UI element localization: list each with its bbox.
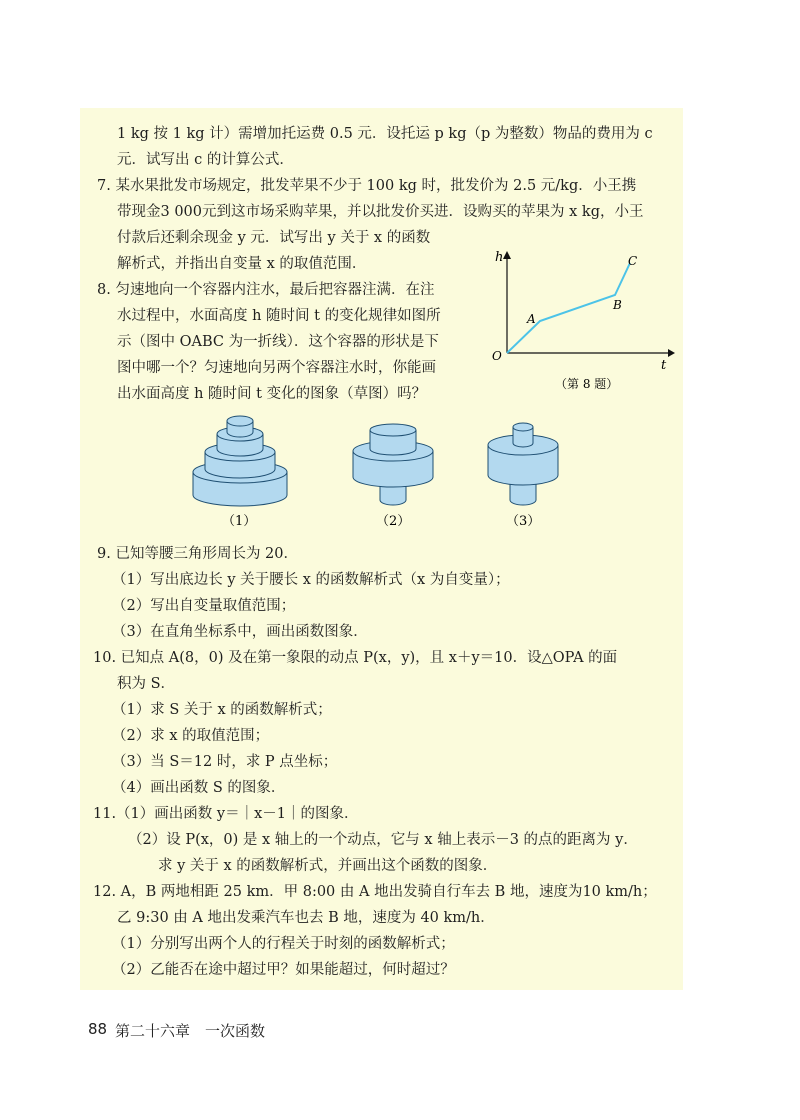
graph-caption: （第 8 题） [555,377,619,391]
text-line: 图中哪一个？匀速地向另两个容器注水时，你能画 [117,360,436,376]
point-b-label: B [613,298,622,312]
text-line: 带现金3 000元到这市场采购苹果，并以批发价买进．设购买的苹果为 x kg，小王 [117,204,644,220]
problem-9-line: 9. 已知等腰三角形周长为 20． [97,546,299,562]
problem-10-line: 10. 已知点 A(8，0) 及在第一象限的动点 P(x，y)，且 x＋y＝10．设△OPA 的面 [93,650,618,666]
container-1-label: （1） [222,514,257,529]
text-line: （3）当 S＝12 时，求 P 点坐标； [112,754,338,770]
text-line: 1 kg 按 1 kg 计）需增加托运费 0.5 元．设托运 p kg（p 为整数）物品的费用为 c [117,126,653,142]
origin-label: O [492,349,502,363]
text-line: （2）乙能否在途中超过甲？如果能超过，何时超过？ [112,962,455,978]
container-1 [193,416,287,506]
text-line: （1）分别写出两个人的行程关于时刻的函数解析式； [112,936,455,952]
problem-7-line: 7. 某水果批发市场规定，批发苹果不少于 100 kg 时，批发价为 2.5 元/kg．小王携 [97,178,637,194]
oabc-polyline [507,263,630,353]
container-2 [353,424,433,505]
h-axis-arrow-icon [503,251,511,259]
container-3-label: （3） [506,514,541,529]
text-line: （1）求 S 关于 x 的函数解析式； [112,702,332,718]
text-line: 元．试写出 c 的计算公式． [117,152,294,168]
text-line: 积为 S． [117,676,176,692]
text-line: 出水面高度 h 随时间 t 变化的图象（草图）吗？ [117,386,427,402]
problem-12-line: 12. A，B 两地相距 25 km．甲 8:00 由 A 地出发骑自行车去 B 地，速度为10 km/h； [93,884,657,900]
problem-11-line: 11.（1）画出函数 y＝｜x－1｜的图象． [93,806,359,822]
text-line: 付款后还剩余现金 y 元．试写出 y 关于 x 的函数 [117,230,431,246]
container-2-label: （2） [376,514,411,529]
text-line: （3）在直角坐标系中，画出函数图象． [112,624,368,640]
t-axis-label: t [661,358,667,373]
container-3 [488,423,558,505]
t-axis-arrow-icon [668,349,675,357]
text-line: 解析式，并指出自变量 x 的取值范围． [117,256,367,272]
text-line: （2）写出自变量取值范围； [112,598,296,614]
text-line: 示（图中 OABC 为一折线）．这个容器的形状是下 [117,334,439,350]
chapter-title: 第二十六章 一次函数 [115,1022,266,1040]
point-c-label: C [628,254,638,268]
containers-figure [180,405,580,535]
text-line: （4）画出函数 S 的图象． [112,780,286,796]
problem-8-line: 8. 匀速地向一个容器内注水，最后把容器注满．在注 [97,282,435,298]
text-line: 乙 9:30 由 A 地出发乘汽车也去 B 地，速度为 40 km/h． [117,910,495,926]
text-line: （2）设 P(x，0) 是 x 轴上的一个动点，它与 x 轴上表示－3 的点的距离为 y． [128,832,638,848]
page-number: 88 [88,1020,108,1038]
text-line: （1）写出底边长 y 关于腰长 x 的函数解析式（x 为自变量）； [112,572,510,588]
point-a-label: A [527,312,536,326]
h-axis-label: h [495,250,504,265]
text-line: 求 y 关于 x 的函数解析式，并画出这个函数的图象． [158,858,498,874]
problem-8-graph [485,245,680,405]
text-line: 水过程中，水面高度 h 随时间 t 的变化规律如图所 [117,308,441,324]
text-line: （2）求 x 的取值范围； [112,728,270,744]
